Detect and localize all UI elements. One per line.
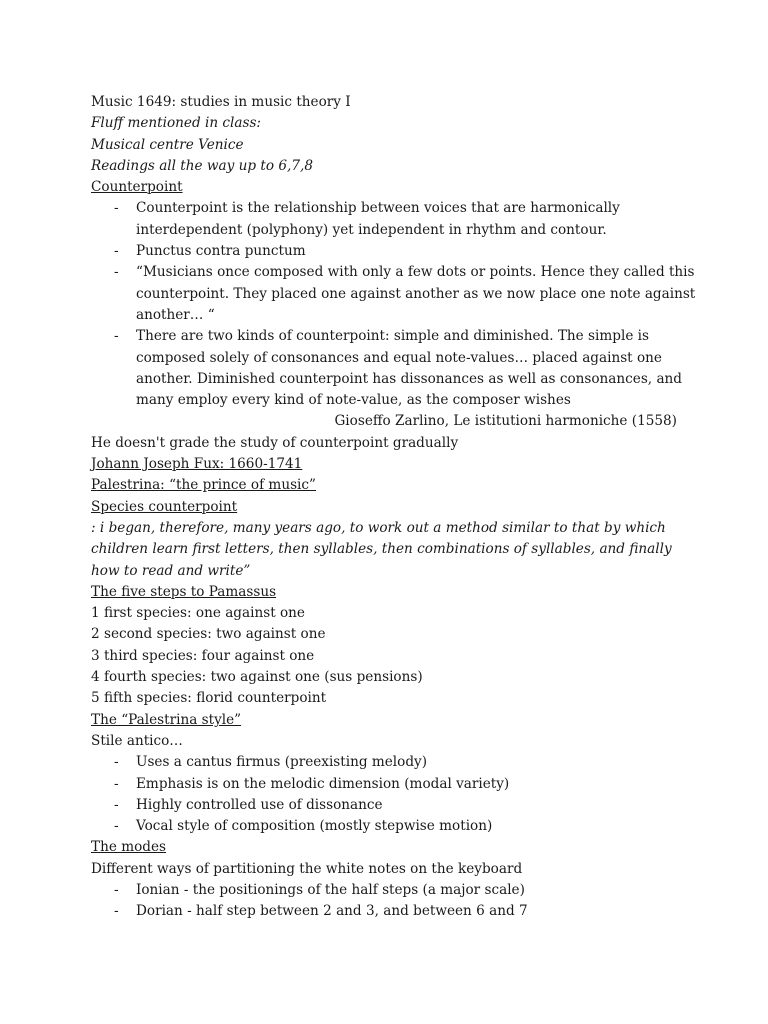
bullet-dash: - xyxy=(114,328,119,345)
bullet-text: Dorian - half step between 2 and 3, and between 6 and 7 xyxy=(136,903,528,920)
bullet-text: Ionian - the positionings of the half steps (a major scale) xyxy=(136,881,525,898)
bullet-dash: - xyxy=(114,243,119,260)
fluff-note: Fluff mentioned in class: xyxy=(91,115,262,132)
bullet-continuation: another. Diminished counterpoint has dissonances as well as consonances, and xyxy=(136,370,682,387)
bullet-item xyxy=(91,880,691,901)
bullet-dash: - xyxy=(114,754,119,771)
species-step: 4 fourth species: two against one (sus pensions) xyxy=(91,669,423,686)
bullet-continuation: another… “ xyxy=(136,306,215,323)
bullet-text: Highly controlled use of dissonance xyxy=(136,796,383,813)
bullet-text: Counterpoint is the relationship between voices that are harmonically xyxy=(136,200,620,217)
bullet-dash: - xyxy=(114,818,119,835)
species-step: 1 first species: one against one xyxy=(91,605,305,622)
stile-antico: Stile antico… xyxy=(91,732,183,749)
species-step: 3 third species: four against one xyxy=(91,647,315,664)
bullet-item xyxy=(91,241,691,262)
species-heading: Species counterpoint xyxy=(91,498,238,515)
bullet-item xyxy=(91,326,691,347)
bullet-text: “Musicians once composed with only a few dots or points. Hence they called this xyxy=(136,264,695,281)
doc-title: Music 1649: studies in music theory I xyxy=(91,94,351,110)
bullet-continuation: interdependent (polyphony) yet independent in rhythm and contour. xyxy=(136,221,607,238)
bullet-text: Vocal style of composition (mostly stepwise motion) xyxy=(136,818,493,835)
bullet-continuation: counterpoint. They placed one against another as we now place one note against xyxy=(136,285,696,302)
bullet-continuation: composed solely of consonances and equal note-values… placed against one xyxy=(136,349,662,366)
bullet-item xyxy=(91,795,691,816)
venice-note: Musical centre Venice xyxy=(91,136,244,153)
bullet-dash: - xyxy=(114,775,119,792)
bullet-dash: - xyxy=(114,796,119,813)
fux-quote-line: : i began, therefore, many years ago, to work out a method similar to that by which xyxy=(91,519,666,536)
bullet-item xyxy=(91,752,691,773)
document-page xyxy=(91,92,696,923)
bullet-item xyxy=(91,816,691,837)
fux-quote-line: how to read and write” xyxy=(91,562,251,579)
species-step: 2 second species: two against one xyxy=(91,626,326,643)
bullet-dash: - xyxy=(114,264,119,281)
bullet-item xyxy=(91,901,691,922)
bullet-item xyxy=(91,262,695,283)
bullet-text: Punctus contra punctum xyxy=(136,243,306,260)
modes-heading: The modes xyxy=(91,839,166,856)
bullet-dash: - xyxy=(114,903,119,920)
bullet-item xyxy=(91,774,691,795)
fux-heading: Johann Joseph Fux: 1660-1741 xyxy=(91,456,303,473)
species-step: 5 fifth species: florid counterpoint xyxy=(91,690,327,707)
bullet-text: Emphasis is on the melodic dimension (modal variety) xyxy=(136,775,510,792)
palestrina-style-heading: The “Palestrina style” xyxy=(91,711,242,728)
grading-note: He doesn't grade the study of counterpoint gradually xyxy=(91,434,459,451)
bullet-dash: - xyxy=(114,881,119,898)
readings-note: Readings all the way up to 6,7,8 xyxy=(91,157,313,174)
counterpoint-heading: Counterpoint xyxy=(91,179,183,196)
modes-description: Different ways of partitioning the white notes on the keyboard xyxy=(91,860,523,877)
zarlino-attribution: Gioseffo Zarlino, Le istitutioni harmoniche (1558) xyxy=(334,413,677,430)
palestrina-heading: Palestrina: “the prince of music” xyxy=(91,477,316,494)
fux-quote-line: children learn first letters, then syllables, then combinations of syllables, and finally xyxy=(91,541,672,558)
bullet-continuation: many employ every kind of note-value, as the composer wishes xyxy=(136,392,571,409)
bullet-text: There are two kinds of counterpoint: simple and diminished. The simple is xyxy=(136,328,650,345)
bullet-text: Uses a cantus firmus (preexisting melody) xyxy=(136,754,428,771)
bullet-dash: - xyxy=(114,200,119,217)
bullet-item xyxy=(91,198,691,219)
steps-heading: The five steps to Pamassus xyxy=(91,583,277,600)
